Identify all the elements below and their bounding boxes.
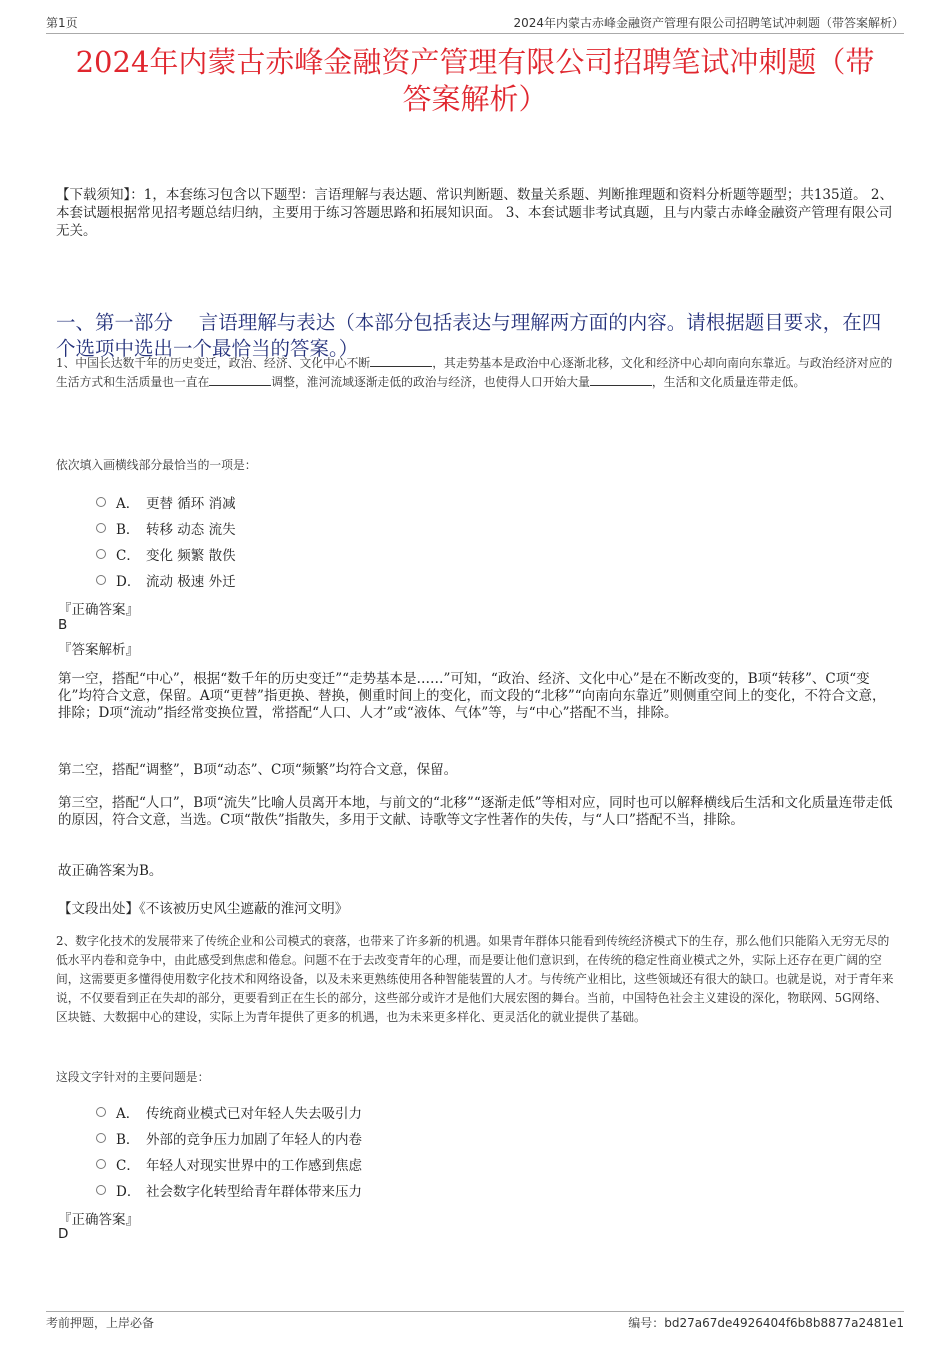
option-text: 外部的竞争压力加剧了年轻人的内卷 xyxy=(146,1132,362,1148)
question-2-option-d[interactable] xyxy=(96,1178,596,1204)
option-letter: B． xyxy=(116,1132,140,1148)
option-text: 转移 动态 流失 xyxy=(146,522,236,538)
question-1-stem xyxy=(56,354,894,392)
question-2-prompt: 这段文字针对的主要问题是： xyxy=(56,1070,210,1084)
option-text: 传统商业模式已对年轻人失去吸引力 xyxy=(146,1106,362,1122)
question-1-seg3: 调整，淮河流域逐渐走低的政治与经济，也使得人口开始大量 xyxy=(271,375,590,389)
question-1-options xyxy=(96,490,496,594)
question-1-analysis-label: 『答案解析』 xyxy=(58,642,139,658)
radio-icon[interactable] xyxy=(96,1185,106,1195)
question-2-answer-label: 『正确答案』 xyxy=(58,1212,139,1228)
radio-icon[interactable] xyxy=(96,1133,106,1143)
page-footer xyxy=(46,1314,904,1332)
radio-icon[interactable] xyxy=(96,1159,106,1169)
footer-serial: 编号：bd27a67de4926404f6b8b8877a2481e1 xyxy=(628,1316,904,1330)
question-1-analysis-p3: 第三空，搭配“人口”，B项“流失”比喻人员离开本地，与前文的“北移”“逐渐走低”等相对应，同时也可以解释横线后生活和文化质量连带走低的原因，符合文意，当选。C项“散佚”指散失，多用于文献、诗歌等文字性著作的失传，与“人口”搭配不当，排除。 xyxy=(58,795,893,828)
section-heading: 一、第一部分 言语理解与表达（本部分包括表达与理解两方面的内容。请根据题目要求，在四个选项中选出一个最恰当的答案。） xyxy=(56,311,882,360)
question-2-option-c[interactable] xyxy=(96,1152,596,1178)
question-1-source: 【文段出处】《不该被历史风尘遮蔽的淮河文明》 xyxy=(58,901,349,917)
fill-blank-1 xyxy=(370,354,432,367)
question-1-answer-label: 『正确答案』 xyxy=(58,602,139,618)
radio-icon[interactable] xyxy=(96,497,106,507)
question-1-option-d[interactable] xyxy=(96,568,496,594)
footer-slogan: 考前押题，上岸必备 xyxy=(46,1316,155,1330)
radio-icon[interactable] xyxy=(96,575,106,585)
document-title-line2: 答案解析） xyxy=(402,82,548,116)
option-letter: B． xyxy=(116,522,140,538)
option-letter: A． xyxy=(116,496,140,512)
question-1-answer: B xyxy=(58,617,68,633)
question-1-analysis-p4: 故正确答案为B。 xyxy=(58,863,163,879)
header-doc-title: 2024年内蒙古赤峰金融资产管理有限公司招聘笔试冲刺题（带答案解析） xyxy=(513,16,904,30)
question-2-answer: D xyxy=(58,1226,69,1242)
option-text: 更替 循环 消减 xyxy=(146,496,236,512)
page-number: 第1页 xyxy=(46,16,78,30)
option-text: 社会数字化转型给青年群体带来压力 xyxy=(146,1184,362,1200)
question-1-option-c[interactable] xyxy=(96,542,496,568)
question-1-analysis-p1: 第一空，搭配“中心”，根据“数千年的历史变迁”“走势基本是……”可知，“政治、经济、文化中心”是在不断改变的，B项“转移”、C项“变化”均符合文意，保留。A项“更替”指更换、替换，侧重时间上的变化，而文段的“北移”“向南向东靠近”则侧重空间上的变化，不符合文意，排除；D项“流动”指经常变换位置，常搭配“人口、人才”或“液体、气体”等，与“中心”搭配不当，排除。 xyxy=(58,671,886,721)
question-1-seg2: ，其走势基本是政治中心逐渐北移，文化和经济中心却向南向东靠近。与政治经济对应的生活方式和生活质量也一直在 xyxy=(56,356,893,389)
document-title xyxy=(46,44,904,118)
question-2-stem: 2、数字化技术的发展带来了传统企业和公司模式的衰落，也带来了许多新的机遇。如果青年群体只能看到传统经济模式下的生存，那么他们只能陷入无穷无尽的低水平内卷和竞争中，由此感受到焦虑和倦怠。问题不在于去改变青年的心理，而是要让他们意识到，在传统的稳定性商业模式之外，实际上还存在更广阔的空间，这需要更多懂得使用数字化技术和网络设备，以及未来更熟练使用各种智能装置的人才。与传统产业相比，这些领域还有很大的缺口。也就是说，对于青年来说，不仅要看到正在失却的部分，更要看到正在生长的部分，这些部分或许才是他们大展宏图的舞台。当前，中国特色社会主义建设的深化，物联网、5G网络、区块链、大数据中心的建设，实际上为青年提供了更多的机遇，也为未来更多样化、更灵活化的就业提供了基础。 xyxy=(56,934,894,1024)
question-1-seg1: 1、中国长达数千年的历史变迁，政治、经济、文化中心不断 xyxy=(56,356,371,370)
radio-icon[interactable] xyxy=(96,1107,106,1117)
question-1-prompt: 依次填入画横线部分最恰当的一项是： xyxy=(56,458,257,472)
page-header xyxy=(46,14,904,34)
question-1-seg4: ，生活和文化质量连带走低。 xyxy=(651,375,806,389)
fill-blank-3 xyxy=(590,373,652,386)
option-letter: A． xyxy=(116,1106,140,1122)
option-text: 流动 极速 外迁 xyxy=(146,574,236,590)
option-letter: D． xyxy=(116,574,141,590)
radio-icon[interactable] xyxy=(96,549,106,559)
footer-divider xyxy=(46,1311,904,1312)
option-text: 年轻人对现实世界中的工作感到焦虑 xyxy=(146,1158,362,1174)
download-notice: 【下载须知】：1，本套练习包含以下题型：言语理解与表达题、常识判断题、数量关系题、判断推理题和资料分析题等题型；共135道。 2、本套试题根据常见招考题总结归纳，主要用于练习答题思路和拓展知识面。 3、本套试题非考试真题，且与内蒙古赤峰金融资产管理有限公司无关。 xyxy=(56,187,893,239)
document-title-line1: 2024年内蒙古赤峰金融资产管理有限公司招聘笔试冲刺题（带 xyxy=(75,45,875,79)
header-divider xyxy=(46,33,904,34)
fill-blank-2 xyxy=(209,373,271,386)
question-1-analysis-p2: 第二空，搭配“调整”，B项“动态”、C项“频繁”均符合文意，保留。 xyxy=(58,762,458,778)
question-1-option-a[interactable] xyxy=(96,490,496,516)
question-2-option-b[interactable] xyxy=(96,1126,596,1152)
option-letter: C． xyxy=(116,1158,140,1174)
option-letter: C． xyxy=(116,548,140,564)
question-1-option-b[interactable] xyxy=(96,516,496,542)
radio-icon[interactable] xyxy=(96,523,106,533)
option-letter: D． xyxy=(116,1184,141,1200)
option-text: 变化 频繁 散佚 xyxy=(146,548,236,564)
question-2-options xyxy=(96,1100,596,1204)
question-2-option-a[interactable] xyxy=(96,1100,596,1126)
